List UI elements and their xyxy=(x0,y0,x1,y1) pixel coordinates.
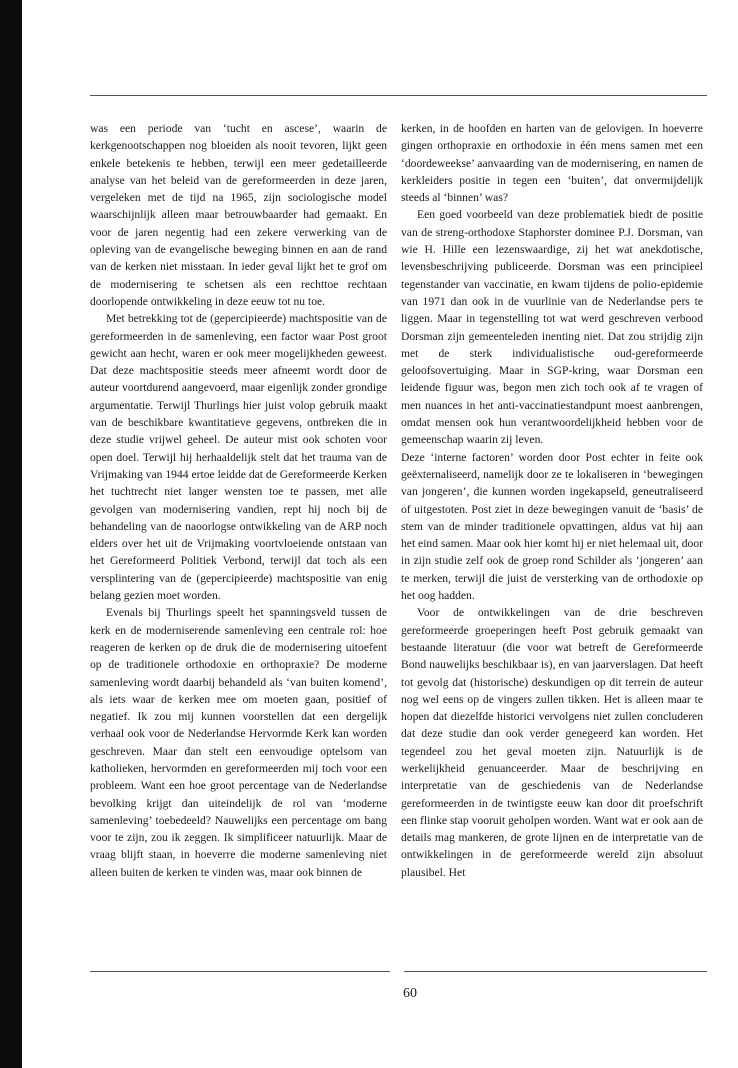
left-column xyxy=(90,120,387,881)
footer-rule-left xyxy=(90,971,390,972)
header-rule xyxy=(90,95,707,96)
paragraph: was een periode van ‘tucht en ascese’, waarin de kerkgenootschappen nog bloeiden als nooit tevoren, lijkt geen enkele betekenis te hebben, terwijl een meer gedetailleerde analyse van het beleid van de gereformeerden in deze jaren, vergeleken met de tijd na 1965, zijn sociologische model waarschijnlijk alleen maar betrouwbaarder had gemaakt. En voor de jaren negentig had een zekere verwerking van de opleving van de evangelische beweging binnen en aan de rand van de kerken niet misstaan. In ieder geval lijkt het te grof om de modernisering te schetsen als een rechttoe rechtaan doorlopende ontwikkeling in deze eeuw tot nu toe. xyxy=(90,122,387,308)
paragraph: Een goed voorbeeld van deze problematiek biedt de positie van de streng-orthodoxe Staphorster dominee P.J. Dorsman, van wie H. Hille een lezenswaardige, zij het wat anekdotische, levensbeschrijving publiceerde. Dorsman was een principieel tegenstander van vaccinatie, en kwam tijdens de polio-epidemie van 1971 dan ook in de vuurlinie van de Nederlandse pers te liggen. Maar in tegenstelling tot wat werd geschreven verbood Dorsman zijn gemeenteleden inenting niet. Dat zou strijdig zijn met de sterk individualistische oud-gereformeerde geloofsovertuiging. Maar in SGP-kring, waar Dorsman een leidende figuur was, begon men zich toch ook af te vragen of men nuances in het anti-vaccinatiestandpunt moest aanbrengen, omdat mensen ook hun verantwoordelijkheid hebben voor de gemeenschap waarin zij leven. xyxy=(401,208,703,447)
right-column xyxy=(401,120,703,881)
paragraph: Deze ‘interne factoren’ worden door Post echter in feite ook geëxternaliseerd, namelijk door ze te lokaliseren in ‘bewegingen van jongeren’, die kunnen worden ingekapseld, geneutraliseerd of uitgestoten. Post ziet in deze bewegingen vanuit de ‘basis’ de stem van de minder traditionele opvattingen, aldus vat hij aan het eind samen. Maar ook hier komt hij er niet helemaal uit, door in zijn studie zelf ook de groep rond Schilder als ‘jongeren’ aan te merken, terwijl die juist de versterking van de orthodoxie op het oog hadden. xyxy=(401,450,703,603)
scan-edge xyxy=(0,0,22,1068)
paragraph: Evenals bij Thurlings speelt het spanningsveld tussen de kerk en de moderniserende samenleving een centrale rol: hoe reageren de kerken op de druk die de modernisering uitoefent op de traditionele orthodoxie en orthopraxie? De moderne samenleving wordt daarbij behandeld als ‘van buiten komend’, als iets waar de kerken mee om moeten gaan, positief of negatief. Ik zou mij kunnen voorstellen dat een dergelijk verhaal ook voor de Nederlandse Hervormde Kerk kan worden geschreven. Maar dan stelt een eenvoudige optelsom van katholieken, hervormden en gereformeerden mij toch voor een probleem. Want een hoe groot percentage van de Nederlandse bevolking krijgt dan uiteindelijk de rol van ‘moderne samenleving’ toebedeeld? Nauwelijks een percentage om bang voor te zijn, zou ik zeggen. Ik simplificeer natuurlijk. Maar de vraag blijft staan, in hoeverre die moderne samenleving niet alleen buiten de kerken te vinden was, maar ook binnen de xyxy=(90,606,387,879)
paragraph: Voor de ontwikkelingen van de drie beschreven gereformeerde groeperingen heeft Post gebruik gemaakt van bestaande literatuur (die voor wat betreft de Gereformeerde Bond nauwelijks beschikbaar is), en van jaarverslagen. Dat heeft tot gevolg dat (historische) deskundigen op dit terrein de auteur nog wel eens op de vingers zullen tikken. Het is alleen maar te hopen dat diezelfde historici vervolgens niet zullen concluderen dat deze studie dan ook verder genegeerd kan worden. Het tegendeel zou het geval moeten zijn. Natuurlijk is de werkelijkheid genuanceerder. Maar de beschrijving en interpretatie van de geschiedenis van de Nederlandse gereformeerden in de twintigste eeuw kan door dit proefschrift een flinke stap vooruit geholpen worden. Want wat er ook aan de details mag mankeren, de grote lijnen en de interpretatie van de ontwikkelingen in de gereformeerde wereld zijn absoluut plausibel. Het xyxy=(401,606,703,879)
footer-rule-right xyxy=(404,971,707,972)
paragraph: kerken, in de hoofden en harten van de gelovigen. In hoeverre gingen orthopraxie en orthodoxie in één mens samen met een ‘doordeweekse’ aanvaarding van de modernisering, en namen de kerkleiders positie in tegen een ‘buiten’, dat onvermijdelijk steeds al ‘binnen’ was? xyxy=(401,122,703,205)
paragraph: Met betrekking tot de (gepercipieerde) machtspositie van de gereformeerden in de samenleving, een factor waar Post groot gewicht aan hecht, waren er ook meer mogelijkheden geweest. Dat deze machtspositie steeds meer afneemt wordt door de auteur voortdurend aangevoerd, maar eigenlijk zonder grondige argumentatie. Terwijl Thurlings hier juist volop gebruik maakt van de beschikbare kwantitatieve gegevens, ontbreken die in deze studie vrijwel geheel. De auteur mist ook schoten voor open doel. Terwijl hij herhaaldelijk stelt dat het trauma van de Vrijmaking van 1944 ertoe leidde dat de Gereformeerde Kerken het tuchtrecht niet langer wensten toe te passen, met alle gevolgen van modernisering vandien, rept hij noch bij de behandeling van de naoorlogse ontwikkeling van de ARP noch elders over het uit de Vrijmaking voortvloeiende ontstaan van het Gereformeerd Politiek Verbond, terwijl dat toch als een versplintering van de (gepercipieerde) machtspositie van enig belang gezien moet worden. xyxy=(90,312,387,603)
page-number: 60 xyxy=(403,986,417,1001)
